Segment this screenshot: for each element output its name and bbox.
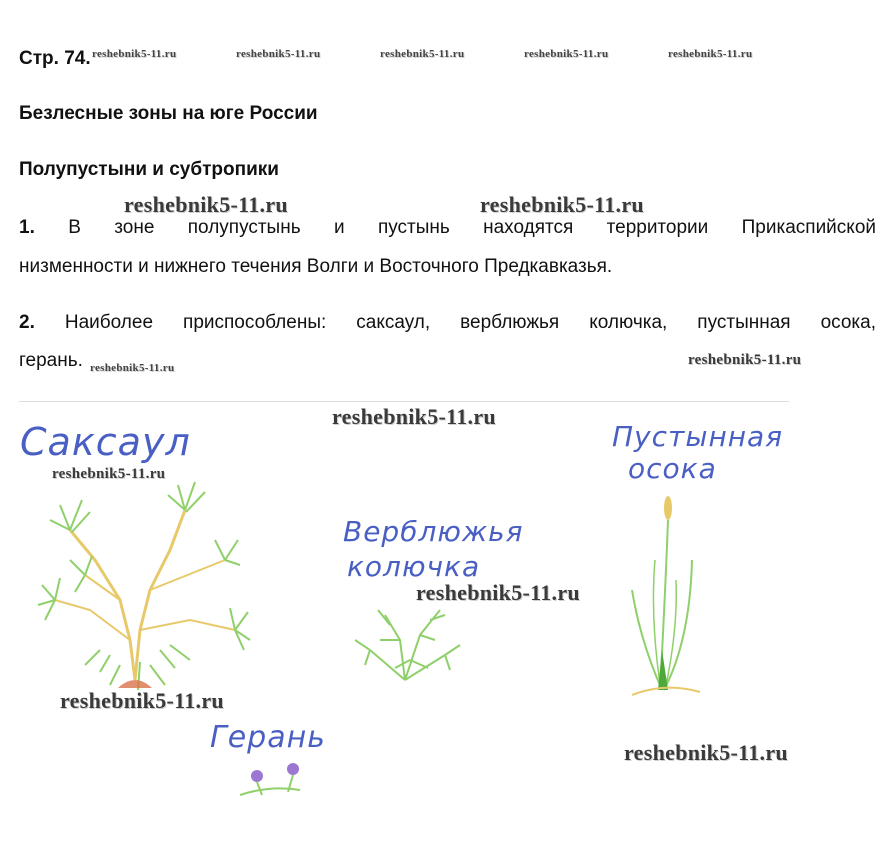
answer-1-line-1: [19, 211, 876, 245]
label-sedge-1: Пустынная: [612, 420, 784, 453]
camel-thorn-drawing: [355, 610, 460, 680]
section-subtitle: Полупустыни и субтропики: [19, 159, 279, 180]
answer-text: Наиболее приспособлены: саксаул, верблюжья колючка, пустынная осока,: [64, 312, 877, 333]
page-title: Безлесные зоны на юге России: [19, 103, 318, 124]
label-geranium: Герань: [210, 720, 326, 755]
sedge-drawing: [632, 496, 700, 695]
answer-2-line-1: [19, 306, 876, 340]
watermark: reshebnik5-11.ru: [236, 48, 321, 60]
answer-number: 2.: [19, 312, 35, 333]
watermark: reshebnik5-11.ru: [60, 688, 224, 713]
watermark: reshebnik5-11.ru: [92, 48, 177, 60]
watermark: reshebnik5-11.ru: [332, 404, 496, 429]
watermark: reshebnik5-11.ru: [668, 48, 753, 60]
watermark: reshebnik5-11.ru: [688, 352, 802, 368]
answer-text: В зоне полупустынь и пустынь находятся территории Прикаспийской: [68, 217, 876, 238]
watermark: reshebnik5-11.ru: [524, 48, 609, 60]
watermark: reshebnik5-11.ru: [90, 362, 175, 374]
watermark: reshebnik5-11.ru: [416, 580, 580, 605]
watermark: reshebnik5-11.ru: [124, 192, 288, 217]
watermark: reshebnik5-11.ru: [624, 740, 788, 765]
label-camel-thorn-2: колючка: [347, 550, 481, 583]
page-heading: Стр. 74.: [19, 48, 91, 69]
answer-number: 1.: [19, 217, 35, 238]
label-sedge-2: осока: [628, 452, 717, 485]
label-saxaul: Саксаул: [20, 420, 191, 464]
answer-1-line-2: низменности и нижнего течения Волги и Восточного Предкавказья.: [19, 256, 613, 277]
watermark: reshebnik5-11.ru: [52, 466, 166, 482]
watermark: reshebnik5-11.ru: [380, 48, 465, 60]
saxaul-drawing: [38, 482, 250, 690]
watermark: reshebnik5-11.ru: [480, 192, 644, 217]
geranium-drawing: [240, 763, 300, 795]
answer-2-line-2: герань.: [19, 350, 83, 371]
label-camel-thorn-1: Верблюжья: [343, 515, 524, 548]
